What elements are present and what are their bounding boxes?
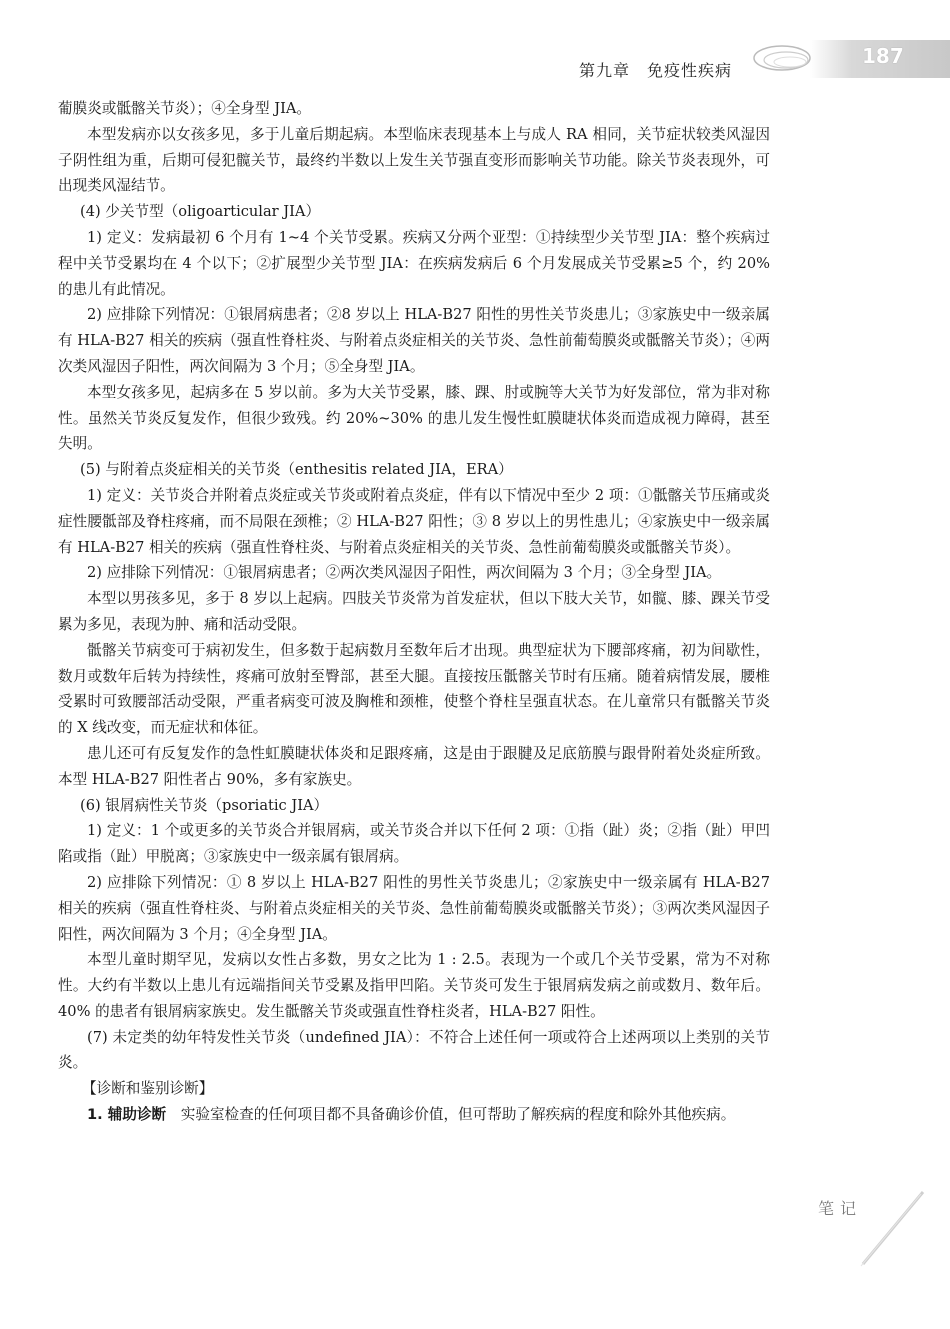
paragraph: 骶髂关节病变可于病初发生，但多数于起病数月至数年后才出现。典型症状为下腰部疼痛，初为间歇性，数月或数年后转为持续性，疼痛可放射至臀部，甚至大腿。直接按压骶髂关节时有压痛。随着病情发展，腰椎受累时可致腰部活动受限，严重者病变可波及胸椎和颈椎，使整个脊柱呈强直状态。在儿童常只有骶髂关节炎的 X 线改变，而无症状和体征。 [58,641,770,737]
diagnosis-heading: 【诊断和鉴别诊断】 [82,1080,214,1098]
paragraph: 本型儿童时期罕见，发病以女性占多数，男女之比为 1 : 2.5。表现为一个或几个关节受累，常为不对称性。大约有半数以上患儿有远端指间关节受累及指甲凹陷。关节炎可发生于银屑病发病之前或数月、数年后。40% 的患者有银屑病家族史。发生骶髂关节炎或强直性脊柱炎者，HLA-B27 阳性。 [58,951,770,1020]
chapter-title: 第九章 免疫性疾病 [578,61,732,80]
swirl-decoration-icon [752,38,822,78]
paragraph: 1) 定义：发病最初 6 个月有 1~4 个关节受累。疾病又分两个亚型：①持续型少关节型 JIA：整个疾病过程中关节受累均在 4 个以下；②扩展型少关节型 JIA：在疾病发病后 6 个月发展成关节受累≥5 个，约 20% 的患儿有此情况。 [58,228,770,298]
section-heading: (4) 少关节型（oligoarticular JIA） [80,203,321,221]
page-header [0,0,950,100]
margin-notes-label: 笔记 [818,1199,863,1218]
paragraph: (7) 未定类的幼年特发性关节炎（undefined JIA）：不符合上述任何一项或符合上述两项以上类别的关节炎。 [58,1028,770,1072]
section-heading: (5) 与附着点炎症相关的关节炎（enthesitis related JIA，ERA） [80,461,513,479]
paragraph: 2) 应排除下列情况：①银屑病患者；②8 岁以上 HLA-B27 阳性的男性关节炎患儿；③家族史中一级亲属有 HLA-B27 相关的疾病（强直性脊柱炎、与附着点炎症相关的关节炎、急性前葡萄膜炎或骶髂关节炎）；④两次类风湿因子阳性，两次间隔为 3 个月；⑤全身型 JIA。 [58,306,770,375]
main-text [58,96,770,1128]
paragraph: 1) 定义：1 个或更多的关节炎合并银屑病，或关节炎合并以下任何 2 项：①指（趾）炎；②指（趾）甲凹陷或指（趾）甲脱离；③家族史中一级亲属有银屑病。 [58,822,770,866]
paragraph [58,1102,770,1128]
paragraph: 本型以男孩多见，多于 8 岁以上起病。四肢关节炎常为首发症状，但以下肢大关节，如髋、膝、踝关节受累为多见，表现为肿、痛和活动受限。 [58,590,770,633]
paragraph: 患儿还可有反复发作的急性虹膜睫状体炎和足跟疼痛，这是由于跟腱及足底筋膜与跟骨附着处炎症所致。本型 HLA-B27 阳性者占 90%，多有家族史。 [58,744,770,788]
page-number: 187 [862,44,904,68]
paragraph: 本型女孩多见，起病多在 5 岁以前。多为大关节受累，膝、踝、肘或腕等大关节为好发部位，常为非对称性。虽然关节炎反复发作，但很少致残。约 20%~30% 的患儿发生慢性虹膜睫状体炎而造成视力障碍，甚至失明。 [58,383,770,453]
paragraph: 葡膜炎或骶髂关节炎）；④全身型 JIA。 [58,100,311,117]
paragraph: 2) 应排除下列情况：① 8 岁以上 HLA-B27 阳性的男性关节炎患儿；②家族史中一级亲属有 HLA-B27 相关的疾病（强直性脊柱炎、与附着点炎症相关的关节炎、急性前葡萄膜炎或骶髂关节炎）；③两次类风湿因子阳性，两次间隔为 3 个月；④全身型 JIA。 [58,873,770,943]
section-heading: (6) 银屑病性关节炎（psoriatic JIA） [80,796,329,814]
paragraph-text: 实验室检查的任何项目都不具备确诊价值，但可帮助了解疾病的程度和除外其他疾病。 [166,1106,736,1124]
pen-icon [855,1190,925,1270]
paragraph: 1) 定义：关节炎合并附着点炎症或关节炎或附着点炎症，伴有以下情况中至少 2 项：①骶髂关节压痛或炎症性腰骶部及脊柱疼痛，而不局限在颈椎；② HLA-B27 阳性；③ 8 岁以上的男性患儿；④家族史中一级亲属有 HLA-B27 相关的疾病（强直性脊柱炎、与附着点炎症相关的关节炎、急性前葡萄膜炎或骶髂关节炎）。 [58,486,770,556]
paragraph: 本型发病亦以女孩多见，多于儿童后期起病。本型临床表现基本上与成人 RA 相同，关节症状较类风湿因子阴性组为重，后期可侵犯髋关节，最终约半数以上发生关节强直变形而影响关节功能。除关节炎表现外，可出现类风湿结节。 [58,125,770,195]
paragraph: 2) 应排除下列情况：①银屑病患者；②两次类风湿因子阳性，两次间隔为 3 个月；③全身型 JIA。 [87,564,722,582]
subheading-label: 1. 辅助诊断 [87,1106,167,1124]
